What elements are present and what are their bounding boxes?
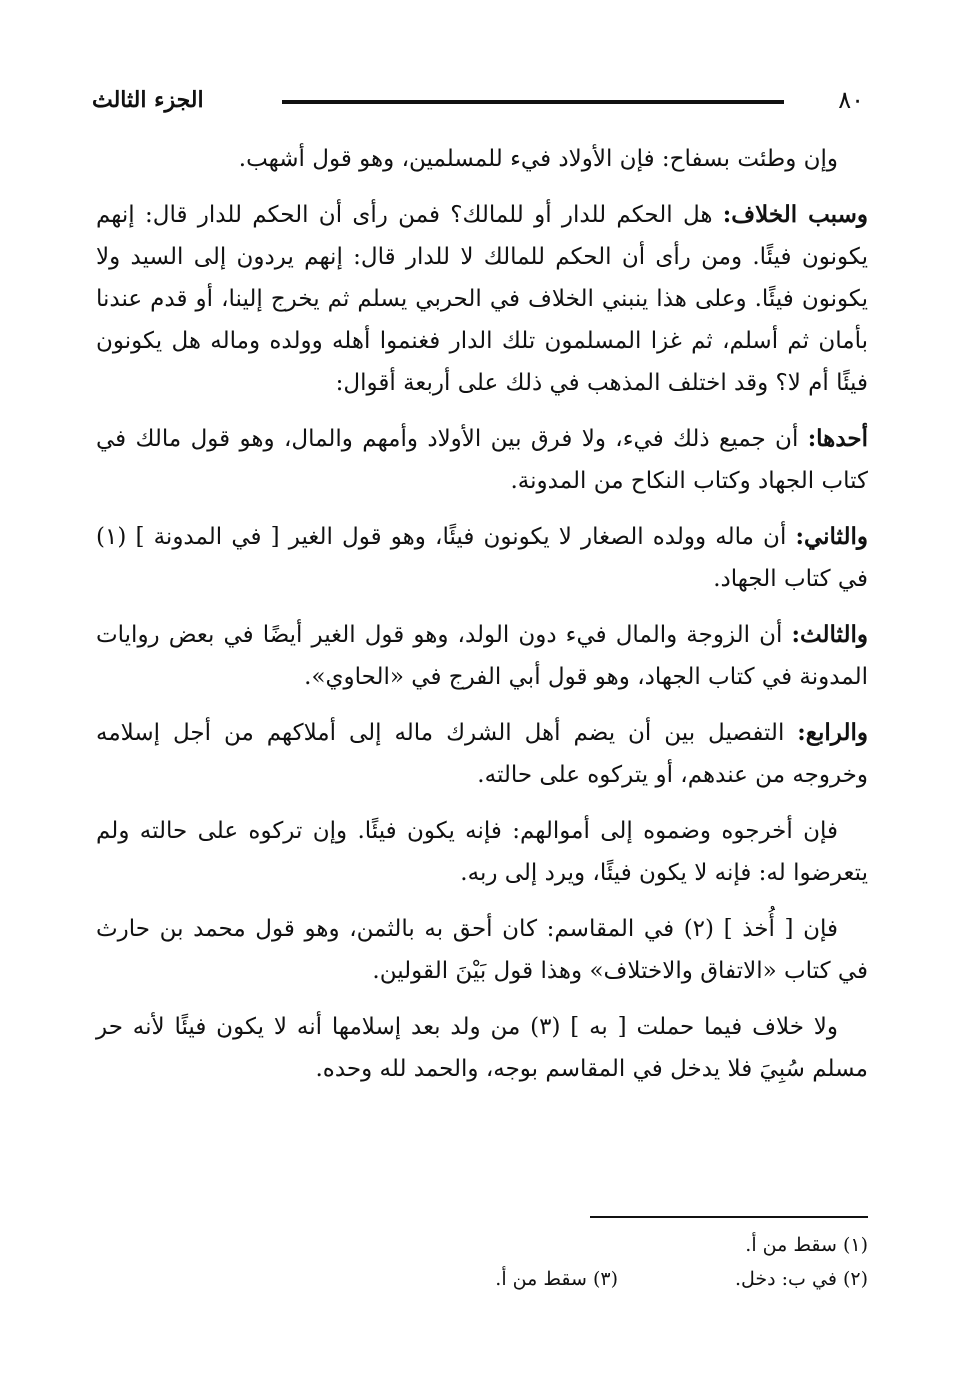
footnote-3: (٣) سقط من أ. [495, 1268, 618, 1290]
paragraph-6 [96, 712, 868, 796]
page-number: ٨٠ [838, 86, 864, 114]
paragraph-5 [96, 614, 868, 698]
paragraph-3 [96, 418, 868, 502]
paragraph-3-lead: أحدها: [807, 425, 868, 452]
paragraph-1: وإن وطئت بسفاح: فإن الأولاد فيء للمسلمين، وهو قول أشهب. [238, 146, 838, 172]
paragraph-6-text: التفصيل بين أن يضم أهل الشرك ماله إلى أملاكهم من أجل إسلامه وخروجه من عندهم، أو يتركوه على حالته. [96, 720, 868, 788]
footnote-1: (١) سقط من أ. [745, 1234, 868, 1256]
paragraph-2-text: هل الحكم للدار أو للمالك؟ فمن رأى أن الحكم للدار قال: إنهم يكونون فيئًا. ومن رأى أن الحكم للمالك لا للدار قال: إنهم يردون إلى السيد ولا يكونون فيئًا. وعلى هذا ينبني الخلاف في الحربي يسلم ثم يخرج إلينا، أو قدم عندنا بأمان ثم أسلم، ثم غزا المسلمون تلك الدار فغنموا أهله وولده وماله هل يكونون فيئًا أم لا؟ وقد اختلف المذهب في ذلك على أربعة أقوال: [96, 202, 868, 396]
main-text [96, 138, 868, 1104]
paragraph-8: فإن [ أُخذ ] (٢) في المقاسم: كان أحق به بالثمن، وهو قول محمد بن حارث في كتاب «الاتفاق والاختلاف» وهذا قول بَيْنَ القولين. [96, 916, 868, 984]
paragraph-4 [96, 516, 868, 600]
paragraph-3-text: أن جميع ذلك فيء، ولا فرق بين الأولاد وأمهم والمال، وهو قول مالك في كتاب الجهاد وكتاب النكاح من المدونة. [96, 426, 868, 494]
paragraph-6-lead: والرابع: [797, 719, 868, 746]
paragraph-7: فإن أخرجوه وضموه إلى أموالهم: فإنه يكون فيئًا. وإن تركوه على حالته ولم يتعرضوا له: فإنه لا يكون فيئًا، ويرد إلى ربه. [96, 818, 868, 886]
paragraph-2 [96, 194, 868, 404]
footnotes [96, 1228, 868, 1296]
paragraph-4-text: أن ماله وولده الصغار لا يكونون فيئًا، وهو قول الغير [ في المدونة ] (١) في كتاب الجهاد. [96, 524, 868, 592]
paragraph-9: ولا خلاف فيما حملت [ به ] (٣) من ولد بعد إسلامها أنه لا يكون فيئًا لأنه حر مسلم سُبِيَ فلا يدخل في المقاسم بوجه، والحمد لله وحده. [96, 1014, 868, 1082]
paragraph-4-lead: والثاني: [795, 523, 868, 550]
paragraph-5-lead: والثالث: [791, 621, 868, 648]
page-header [92, 80, 864, 120]
header-rule [282, 100, 784, 104]
paragraph-2-lead: وسبب الخلاف: [722, 201, 868, 228]
footnote-2: (٢) في ب: دخل. [734, 1268, 868, 1290]
footnote-rule [590, 1216, 868, 1218]
running-title: الجزء الثالث [92, 87, 204, 113]
footnote-row [96, 1262, 868, 1296]
paragraph-5-text: أن الزوجة والمال فيء دون الولد، وهو قول الغير أيضًا في بعض روايات المدونة في كتاب الجهاد، وهو قول أبي الفرج في «الحاوي». [96, 622, 868, 690]
